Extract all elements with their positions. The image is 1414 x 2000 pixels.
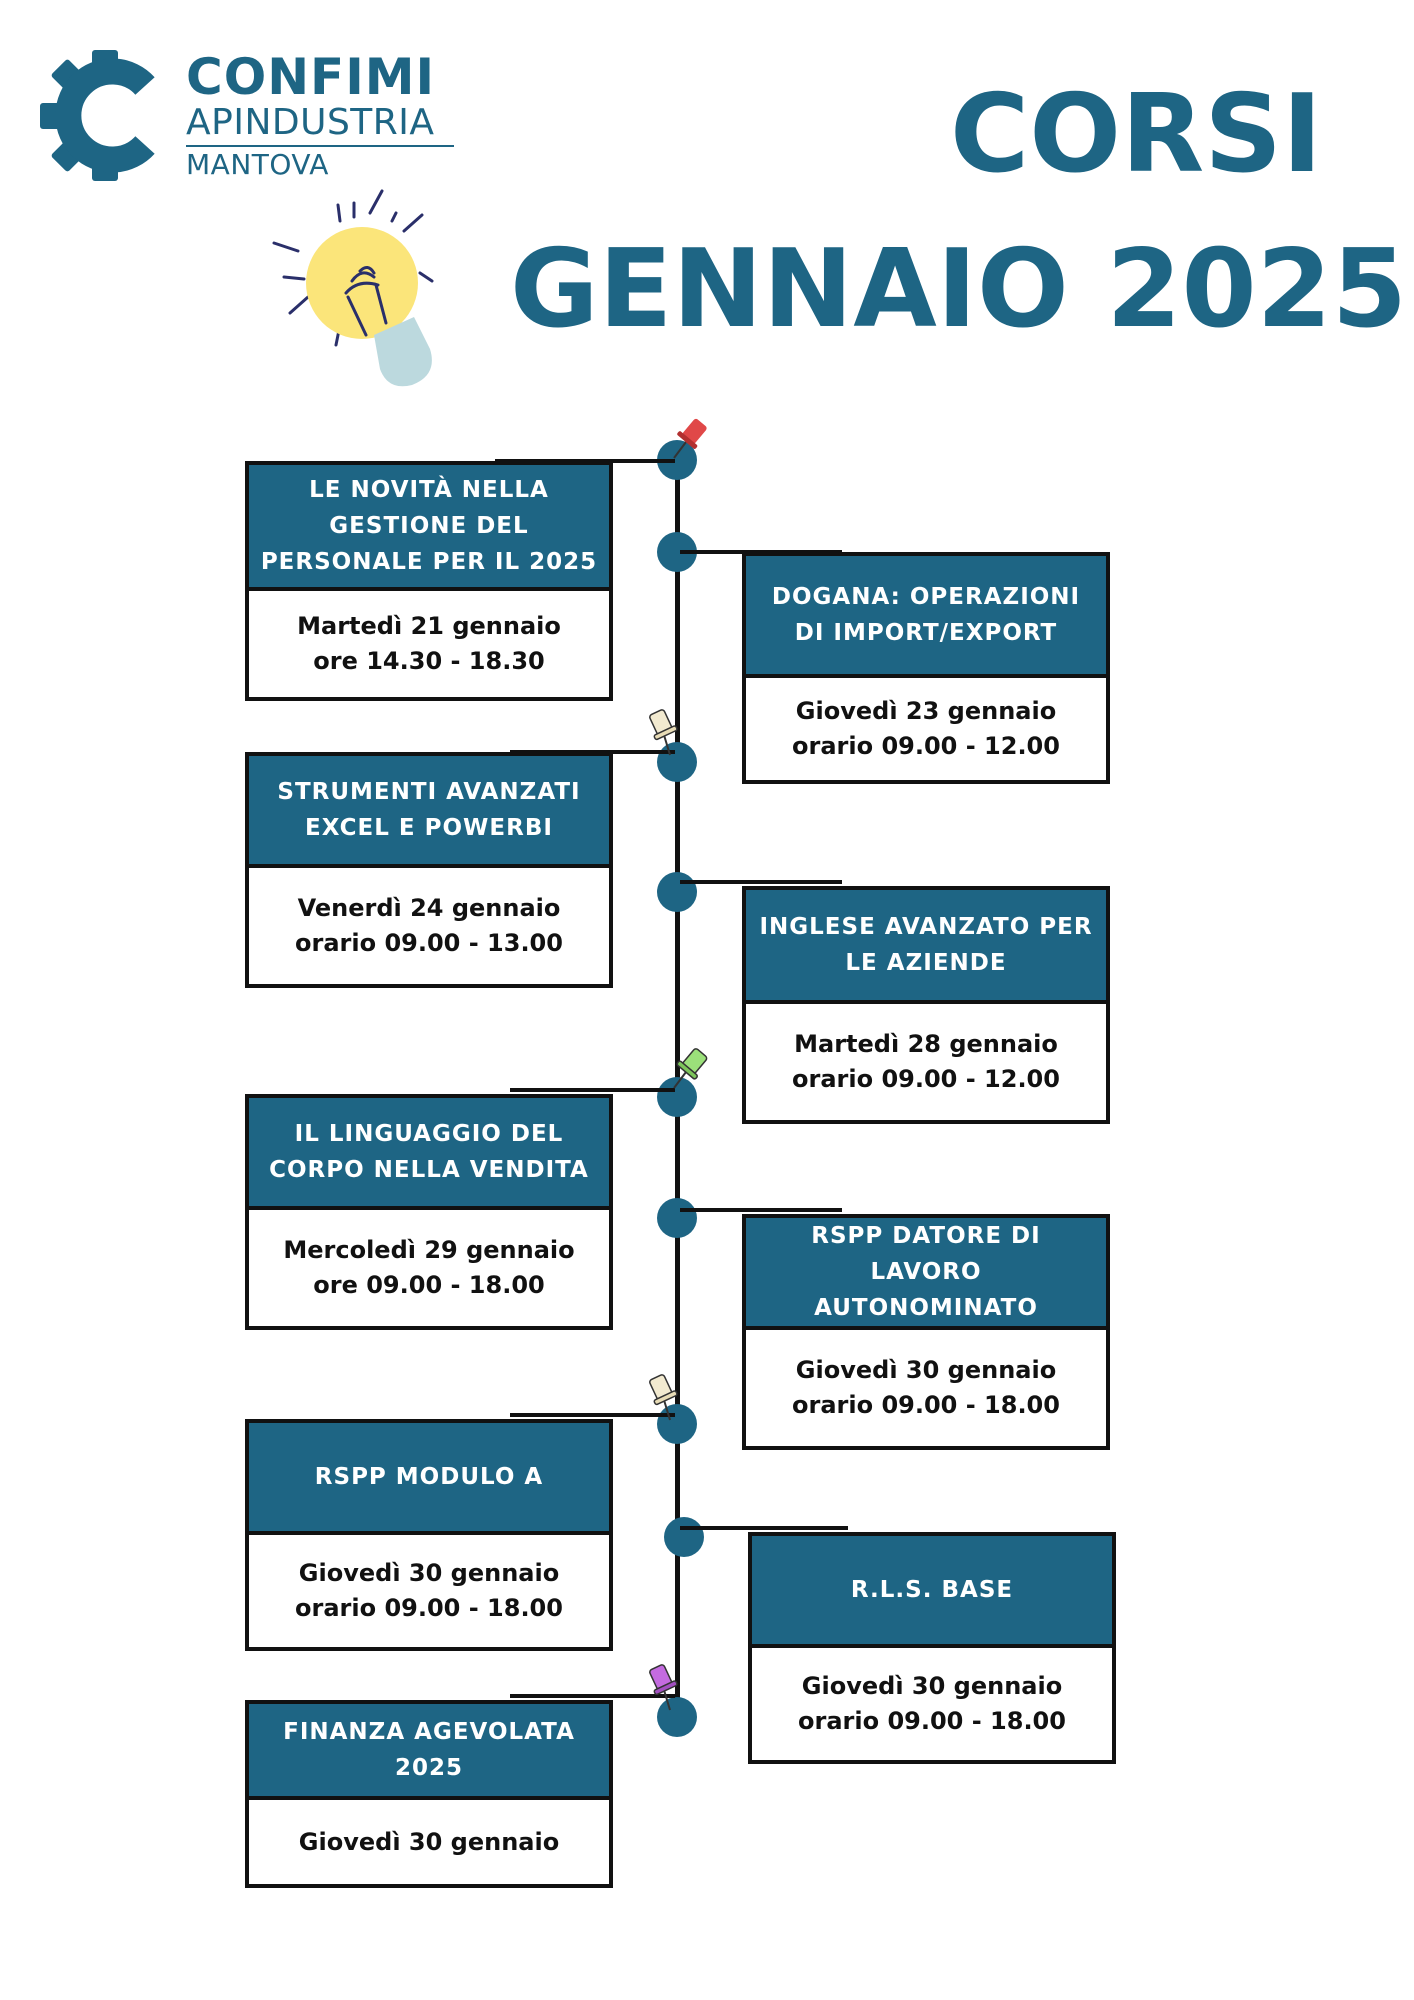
logo-text-confimi: CONFIMI [186, 48, 436, 106]
course-date: Venerdì 24 gennaio [297, 894, 561, 922]
course-date: Mercoledì 29 gennaio [283, 1236, 575, 1264]
course-card [245, 461, 613, 701]
course-schedule [249, 1535, 609, 1647]
course-schedule [249, 1210, 609, 1326]
timeline-dot [657, 872, 697, 912]
timeline-connector [510, 1088, 675, 1092]
course-time: ore 14.30 - 18.30 [313, 647, 545, 675]
course-title: R.L.S. BASE [752, 1536, 1112, 1648]
course-date: Giovedì 23 gennaio [795, 697, 1057, 725]
course-title: LE NOVITÀ NELLA GESTIONE DEL PERSONALE PER IL 2025 [249, 465, 609, 591]
course-title: FINANZA AGEVOLATA 2025 [249, 1704, 609, 1800]
pushpin-icon [664, 1042, 714, 1112]
course-time: orario 09.00 - 18.00 [792, 1391, 1060, 1419]
confimi-logo [40, 48, 440, 188]
course-card [245, 1419, 613, 1651]
course-schedule [746, 1330, 1106, 1446]
logo-text-mantova: MANTOVA [186, 148, 329, 181]
pushpin-icon [642, 1370, 692, 1440]
course-time: orario 09.00 - 13.00 [295, 929, 563, 957]
course-card [748, 1532, 1116, 1764]
logo-text-apindustria: APINDUSTRIA [186, 102, 435, 143]
pushpin-icon [664, 412, 714, 482]
logo-divider [186, 145, 454, 147]
course-date: Giovedì 30 gennaio [795, 1356, 1057, 1384]
page-title-line2: GENNAIO 2025 [510, 227, 1407, 352]
course-time: ore 09.00 - 18.00 [313, 1271, 545, 1299]
course-title: IL LINGUAGGIO DEL CORPO NELLA VENDITA [249, 1098, 609, 1210]
course-time: orario 09.00 - 12.00 [792, 732, 1060, 760]
course-title: RSPP MODULO A [249, 1423, 609, 1535]
course-title: DOGANA: OPERAZIONI DI IMPORT/EXPORT [746, 556, 1106, 678]
lightbulb-icon [270, 185, 460, 395]
course-schedule [752, 1648, 1112, 1760]
logo-gear-icon [40, 48, 170, 183]
course-date: Martedì 28 gennaio [794, 1030, 1058, 1058]
course-schedule [249, 868, 609, 984]
course-card [245, 1700, 613, 1888]
course-schedule [249, 1800, 609, 1884]
course-title: INGLESE AVANZATO PER LE AZIENDE [746, 890, 1106, 1004]
course-date: Giovedì 30 gennaio [298, 1559, 560, 1587]
course-card [742, 886, 1110, 1124]
course-schedule [746, 678, 1106, 780]
pushpin-icon [642, 1660, 692, 1730]
course-time: orario 09.00 - 12.00 [792, 1065, 1060, 1093]
course-time: orario 09.00 - 18.00 [295, 1594, 563, 1622]
course-card [742, 552, 1110, 784]
course-schedule [249, 591, 609, 697]
course-date: Martedì 21 gennaio [297, 612, 561, 640]
timeline-connector [680, 1208, 842, 1212]
timeline-connector [680, 1526, 848, 1530]
course-title: RSPP DATORE DI LAVORO AUTONOMINATO [746, 1218, 1106, 1330]
course-card [245, 752, 613, 988]
course-card [742, 1214, 1110, 1450]
timeline-dot [664, 1517, 704, 1557]
course-time: orario 09.00 - 18.00 [798, 1707, 1066, 1735]
timeline-connector [680, 880, 842, 884]
course-date: Giovedì 30 gennaio [298, 1827, 560, 1856]
course-date: Giovedì 30 gennaio [801, 1672, 1063, 1700]
timeline-dot [657, 1198, 697, 1238]
course-card [245, 1094, 613, 1330]
pushpin-icon [642, 705, 692, 775]
course-title: STRUMENTI AVANZATI EXCEL E POWERBI [249, 756, 609, 868]
course-schedule [746, 1004, 1106, 1120]
page-title-line1: CORSI [950, 72, 1323, 197]
